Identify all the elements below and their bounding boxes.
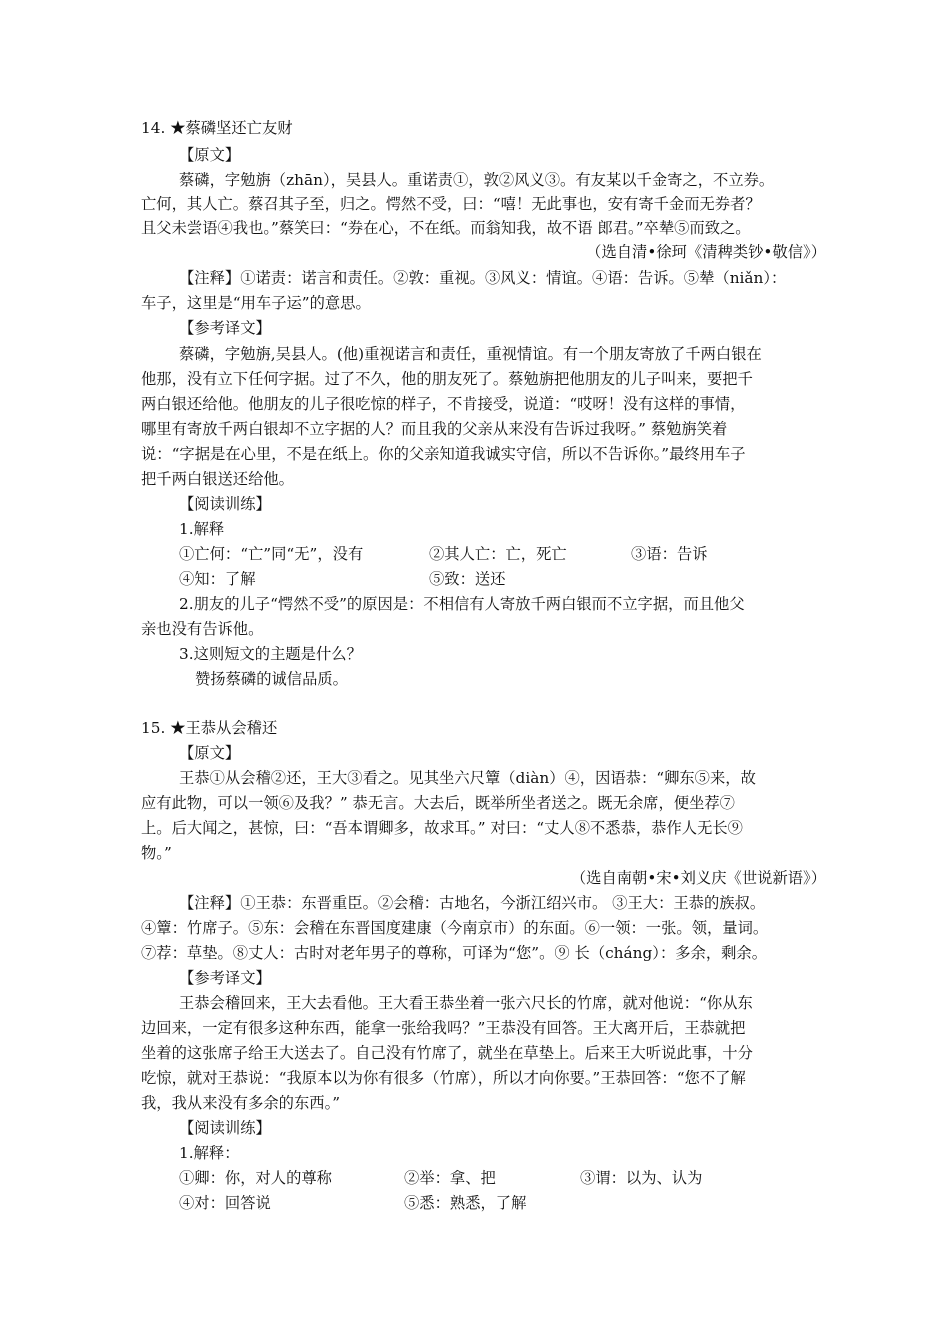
- original-text-line: 应有此物，可以一领⑥及我？” 恭无言。大去后，既举所坐者送之。既无余席，便坐荐⑦: [141, 794, 735, 812]
- definition-item: ③语：告诉: [631, 545, 708, 563]
- section-15-title: 15. ★王恭从会稽还: [141, 719, 278, 737]
- definition-item: ⑤悉：熟悉，了解: [404, 1194, 527, 1212]
- definition-item: ①亡何：“亡”同“无”，没有: [179, 545, 364, 563]
- definition-item: ②举：拿、把: [404, 1169, 496, 1187]
- section-14-title: 14. ★蔡磷坚还亡友财: [141, 119, 293, 137]
- definition-item: ④知：了解: [179, 570, 256, 588]
- question-1: 1.解释：: [179, 1144, 240, 1162]
- original-text-line: 亡何，其人亡。蔡召其子至，归之。愕然不受，曰：“嘻！无此事也，安有寄千金而无券者？: [141, 195, 761, 213]
- definition-item: ③谓：以为、认为: [580, 1169, 703, 1187]
- original-text-line: 物。”: [141, 844, 172, 862]
- original-text-line: 王恭①从会稽②还，王大③看之。见其坐六尺簟（diàn）④，因语恭：“卿东⑤来，故: [179, 769, 756, 787]
- source-citation: （选自清•徐珂《清稗类钞•敬信》）: [586, 243, 826, 261]
- question-2-cont: 亲也没有告诉他。: [141, 620, 264, 638]
- annotation-line: 车子，这里是“用车子运”的意思。: [141, 294, 371, 312]
- translation-line: 蔡磷，字勉旃,吴县人。(他)重视诺言和责任，重视情谊。有一个朋友寄放了千两白银在: [179, 345, 762, 363]
- question-3-answer: 赞扬蔡磷的诚信品质。: [195, 670, 348, 688]
- definition-item: ②其人亡：亡，死亡: [429, 545, 567, 563]
- original-text-heading: 【原文】: [179, 744, 241, 762]
- translation-line: 王恭会稽回来，王大去看他。王大看王恭坐着一张六尺长的竹席，就对他说：“你从东: [179, 994, 753, 1012]
- translation-line: 坐着的这张席子给王大送去了。自己没有竹席了，就坐在草垫上。后来王大听说此事，十分: [141, 1044, 753, 1062]
- question-1: 1.解释: [179, 520, 225, 538]
- original-text-line: 且父未尝语④我也。”蔡笑曰：“券在心，不在纸。而翁知我，故不语 郎君。”卒辇⑤而致之。: [141, 219, 751, 237]
- original-text-line: 上。后大闻之，甚惊，曰：“吾本谓卿多，故求耳。” 对曰：“丈人⑧不悉恭，恭作人无长⑨: [141, 819, 743, 837]
- reading-exercise-heading: 【阅读训练】: [179, 495, 271, 513]
- translation-line: 我，我从来没有多余的东西。”: [141, 1094, 341, 1112]
- translation-line: 哪里有寄放千两白银却不立字据的人？而且我的父亲从来没有告诉过我呀。” 蔡勉旃笑着: [141, 420, 728, 438]
- source-citation: （选自南朝•宋•刘义庆《世说新语》）: [570, 869, 826, 887]
- annotation-line: 【注释】①诺责：诺言和责任。②敦：重视。③风义：情谊。④语：告诉。⑤辇（niǎn）：: [179, 269, 787, 287]
- question-3: 3.这则短文的主题是什么？: [179, 645, 362, 663]
- reading-exercise-heading: 【阅读训练】: [179, 1119, 271, 1137]
- translation-line: 吃惊，就对王恭说：“我原本以为你有很多（竹席），所以才向你要。”王恭回答：“您不了解: [141, 1069, 746, 1087]
- annotation-line: ⑦荐：草垫。⑧丈人：古时对老年男子的尊称，可译为“您”。⑨ 长（cháng）：多余，剩余。: [141, 944, 768, 962]
- translation-line: 说：“字据是在心里，不是在纸上。你的父亲知道我诚实守信，所以不告诉你。”最终用车子: [141, 445, 746, 463]
- translation-heading: 【参考译文】: [179, 319, 271, 337]
- original-text-heading: 【原文】: [179, 146, 241, 164]
- annotation-line: ④簟：竹席子。⑤东：会稽在东晋国度建康（今南京市）的东面。⑥一领：一张。领，量词。: [141, 919, 769, 937]
- original-text-line: 蔡磷，字勉旃（zhān），吴县人。重诺责①，敦②风义③。有友某以千金寄之，不立券。: [179, 171, 775, 189]
- translation-heading: 【参考译文】: [179, 969, 271, 987]
- translation-line: 两白银还给他。他朋友的儿子很吃惊的样子，不肯接受，说道：“哎呀！没有这样的事情，: [141, 395, 746, 413]
- definition-item: ④对：回答说: [179, 1194, 271, 1212]
- translation-line: 边回来，一定有很多这种东西，能拿一张给我吗？”王恭没有回答。王大离开后，王恭就把: [141, 1019, 746, 1037]
- definition-item: ⑤致：送还: [429, 570, 506, 588]
- definition-item: ①卿：你，对人的尊称: [179, 1169, 332, 1187]
- question-2: 2.朋友的儿子“愕然不受”的原因是：不相信有人寄放千两白银而不立字据，而且他父: [179, 595, 745, 613]
- annotation-line: 【注释】①王恭：东晋重臣。②会稽：古地名，今浙江绍兴市。 ③王大：王恭的族叔。: [179, 894, 766, 912]
- translation-line: 他那，没有立下任何字据。过了不久，他的朋友死了。蔡勉旃把他朋友的儿子叫来，要把千: [141, 370, 753, 388]
- translation-line: 把千两白银送还给他。: [141, 470, 294, 488]
